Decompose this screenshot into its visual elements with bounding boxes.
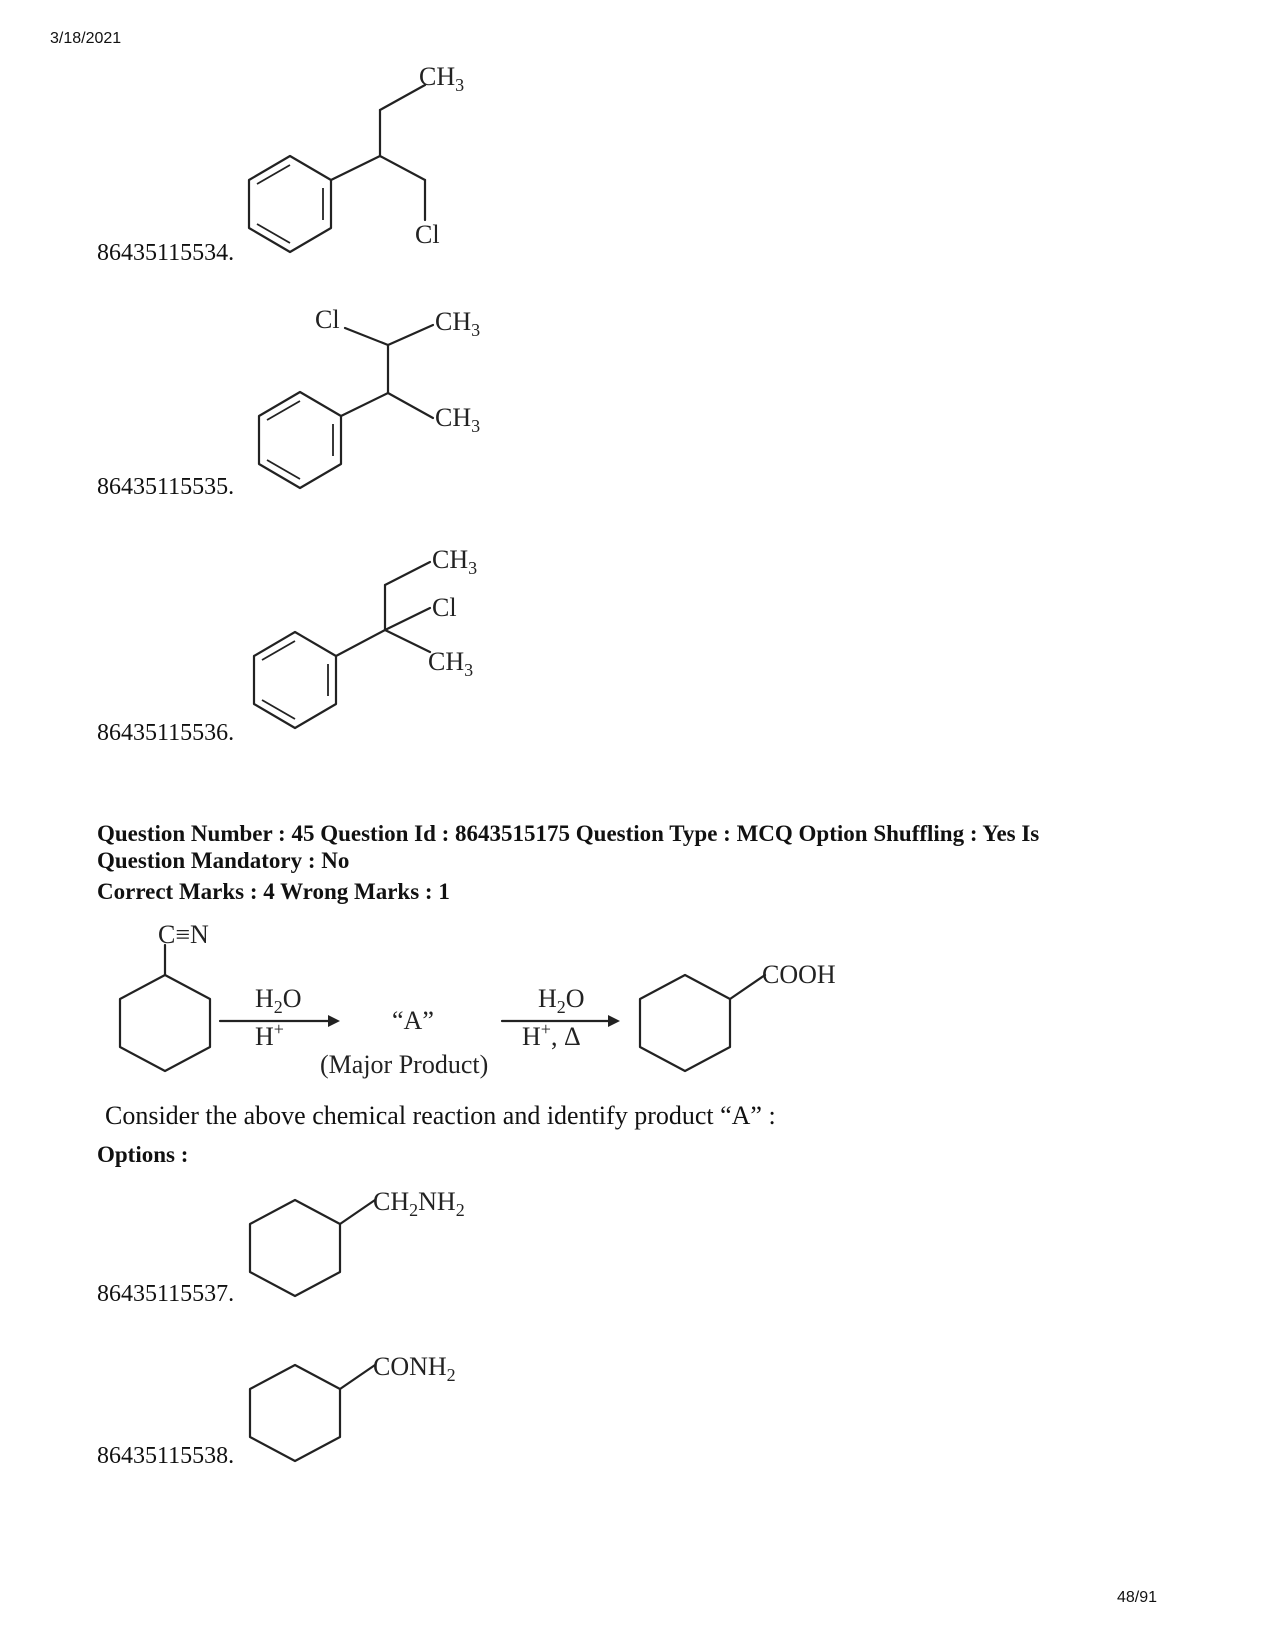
structure-86435115537 (240, 1180, 500, 1300)
svg-text:CH2NH2: $CH_2NH_2$ (373, 1187, 465, 1220)
option-id: 86435115538. (97, 1443, 235, 1469)
option-id: 86435115534. (97, 240, 235, 266)
print-date: 3/18/2021 (50, 30, 122, 47)
svg-text:CH3: $CH_3$ (432, 545, 478, 578)
svg-text:Cl: Cl (415, 220, 440, 249)
svg-text:Cl: Cl (432, 593, 457, 622)
page-number: 48/91 (1117, 1589, 1158, 1606)
structure-86435115534 (235, 60, 495, 260)
question-text: Consider the above chemical reaction and identify product “A” : (105, 1101, 776, 1130)
option-id: 86435115537. (97, 1281, 235, 1307)
svg-text:H2O: $H_2O$ (538, 984, 585, 1017)
svg-text:CH3: $CH_3$ (435, 307, 481, 340)
svg-text:(Major Product): (Major Product) (320, 1050, 489, 1079)
svg-text:“A”: “A” (392, 1006, 434, 1035)
reaction-scheme (100, 915, 860, 1090)
svg-text:H+: H+ (255, 1019, 284, 1051)
svg-text:CONH2: $CONH_2$ (373, 1352, 456, 1385)
structure-86435115538 (240, 1345, 500, 1465)
question-meta-line1: Question Number : 45 Question Id : 8643515175 Question Type : MCQ Option Shuffling : Yes Is (97, 821, 1040, 846)
structure-86435115535 (245, 300, 505, 490)
svg-text:H+, Δ: H+, Δ (522, 1019, 581, 1051)
svg-text:C≡N: C≡N (158, 920, 209, 949)
option-id: 86435115535. (97, 474, 235, 500)
options-label: Options : (97, 1142, 189, 1167)
svg-text:Cl: Cl (315, 305, 340, 334)
svg-text:CH3: $CH_3$ (428, 647, 474, 680)
svg-text:CH3: $CH_3$ (419, 62, 465, 95)
option-id: 86435115536. (97, 720, 235, 746)
question-marks: Correct Marks : 4 Wrong Marks : 1 (97, 879, 450, 904)
question-header (97, 820, 1177, 905)
svg-text:CH3: $CH_3$ (435, 403, 481, 436)
structure-86435115536 (240, 540, 500, 730)
svg-text:COOH: COOH (762, 960, 836, 989)
question-meta-line2: Question Mandatory : No (97, 848, 350, 873)
svg-text:H2O: $H_2O$ (255, 984, 302, 1017)
